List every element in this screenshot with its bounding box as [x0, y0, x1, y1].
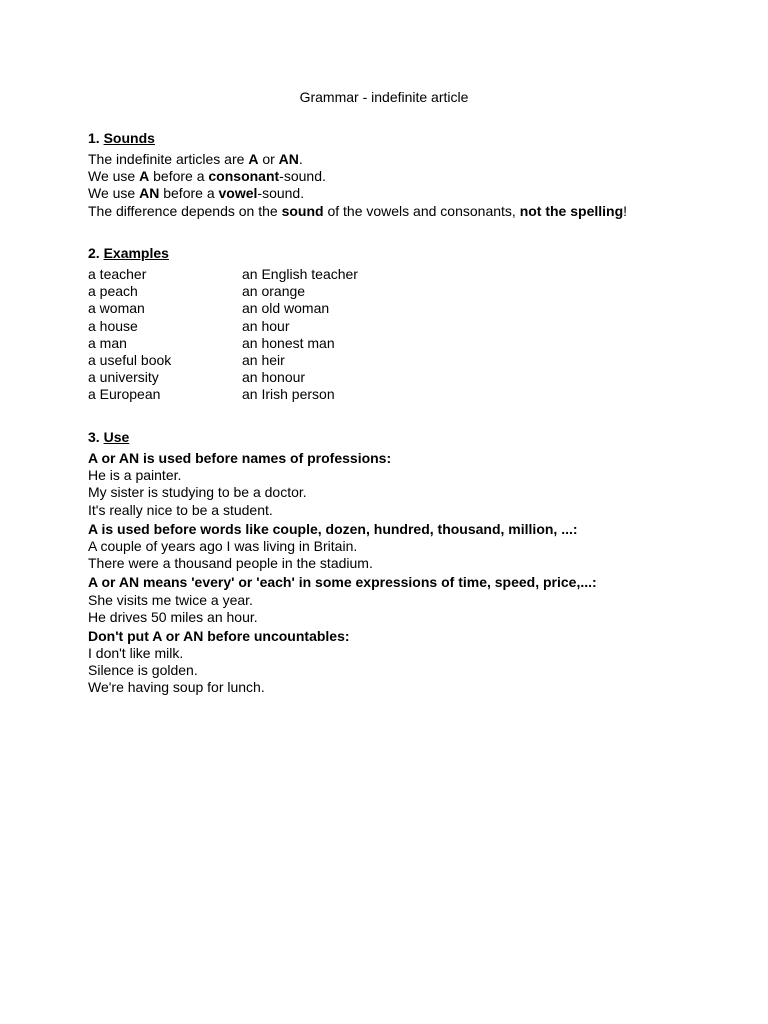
section-number: 3. [88, 429, 104, 445]
bold-run: A [139, 168, 150, 185]
example-an: an Irish person [242, 386, 335, 403]
bold-run: consonant [208, 168, 280, 185]
sounds-paragraph [88, 151, 728, 220]
section-title: Use [103, 429, 130, 445]
example-an: an heir [242, 351, 285, 368]
sounds-line [88, 185, 728, 202]
text-run: or [258, 151, 279, 167]
bold-run: vowel [218, 185, 258, 202]
rule-example: He drives 50 miles an hour. [88, 608, 258, 625]
example-row [88, 318, 358, 335]
section-number: 2. [88, 245, 104, 261]
text-run: We use [88, 168, 140, 185]
sounds-line [88, 168, 728, 185]
text-run: . [298, 151, 303, 167]
sounds-line [88, 203, 728, 220]
bold-run: not the spelling [519, 202, 624, 219]
section-heading-use [88, 429, 129, 446]
bold-run: sound [281, 202, 324, 219]
bold-run: AN [278, 151, 299, 167]
rule-example: It's really nice to be a student. [88, 501, 273, 518]
text-run: -sound. [257, 185, 305, 202]
text-run: ! [623, 202, 628, 219]
example-an: an old woman [242, 300, 330, 317]
example-a: a European [88, 386, 161, 403]
section-heading-sounds [88, 130, 155, 147]
text-run: The indefinite articles are [88, 151, 249, 167]
example-a: a teacher [88, 266, 147, 282]
example-an: an orange [242, 283, 306, 300]
example-row [88, 283, 358, 300]
section-heading-examples [88, 245, 169, 262]
rule-example: She visits me twice a year. [88, 591, 253, 608]
example-an: an hour [242, 317, 290, 334]
rule-example: We're having soup for lunch. [88, 679, 265, 696]
text-run: before a [149, 168, 209, 185]
example-a: a university [88, 369, 159, 386]
rule-heading: A is used before words like couple, dozen, hundred, thousand, million, ...: [88, 520, 578, 537]
example-a: a house [88, 317, 138, 334]
rule-example: My sister is studying to be a doctor. [88, 484, 307, 501]
rule-heading: A or AN means 'every' or 'each' in some expressions of time, speed, price,...: [88, 574, 597, 591]
text-run: -sound. [279, 168, 326, 185]
rule-heading: Don't put A or AN before uncountables: [88, 627, 350, 644]
text-run: The difference depends on the [88, 202, 282, 219]
example-row [88, 266, 358, 283]
rule-example: I don't like milk. [88, 645, 184, 662]
example-a: a woman [88, 300, 145, 317]
rule-example: He is a painter. [88, 467, 182, 484]
text-run: before a [159, 185, 219, 202]
use-rules [88, 450, 728, 697]
section-number: 1. [88, 130, 104, 146]
example-row [88, 352, 358, 369]
text-run: We use [88, 185, 140, 202]
text-run: of the vowels and consonants, [323, 202, 520, 219]
section-title: Examples [103, 245, 169, 261]
example-row [88, 369, 358, 386]
rule-example: A couple of years ago I was living in Britain. [88, 537, 358, 554]
example-row [88, 300, 358, 317]
example-a: a man [88, 334, 127, 351]
example-an: an honest man [242, 334, 335, 351]
bold-run: A [248, 151, 259, 167]
rule-example: There were a thousand people in the stadium. [88, 555, 373, 572]
example-row [88, 386, 358, 403]
rule-example: Silence is golden. [88, 662, 198, 679]
example-an: an honour [242, 369, 306, 386]
examples-table [88, 266, 358, 404]
bold-run: AN [139, 185, 160, 202]
example-an: an English teacher [242, 266, 358, 282]
rule-heading: A or AN is used before names of professions: [88, 450, 392, 466]
example-row [88, 335, 358, 352]
section-title: Sounds [103, 130, 155, 146]
example-a: a useful book [88, 351, 172, 368]
sounds-line [88, 151, 728, 168]
document-title: Grammar - indefinite article [299, 89, 469, 105]
example-a: a peach [88, 283, 138, 300]
